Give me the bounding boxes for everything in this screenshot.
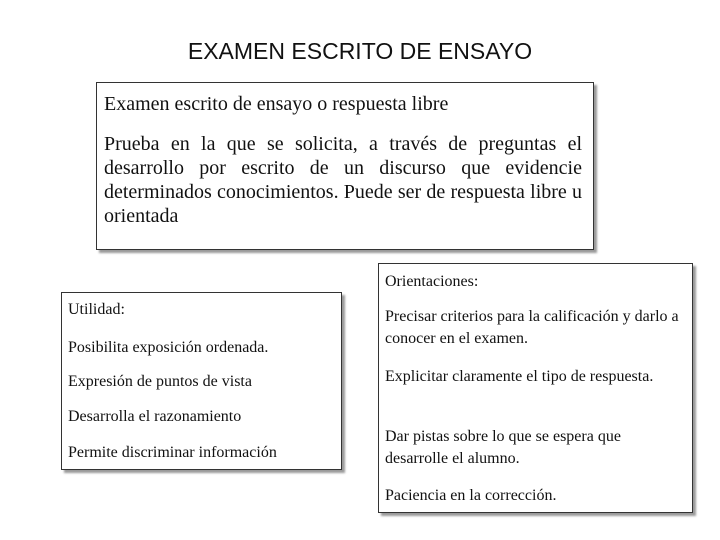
orientation-item: Dar pistas sobre lo que se espera que desarrolle el alumno. bbox=[385, 428, 621, 467]
orientations-box bbox=[378, 263, 693, 513]
orientation-item: Explicitar claramente el tipo de respuesta. bbox=[385, 368, 654, 385]
utility-item: Permite discriminar información bbox=[68, 444, 277, 461]
utility-heading: Utilidad: bbox=[68, 301, 125, 318]
definition-body: Prueba en la que se solicita, a través de preguntas el desarrollo por escrito de un discurso que evidencie determinados conocimientos. Puede ser de respuesta libre u orientada bbox=[104, 133, 582, 227]
orientation-item: Paciencia en la corrección. bbox=[385, 487, 557, 504]
definition-box bbox=[96, 82, 594, 250]
utility-item: Posibilita exposición ordenada. bbox=[68, 339, 269, 356]
orientation-item: Precisar criterios para la calificación y darlo a conocer en el examen. bbox=[385, 308, 679, 347]
utility-box bbox=[61, 292, 342, 470]
utility-item: Expresión de puntos de vista bbox=[68, 373, 252, 390]
slide-title: EXAMEN ESCRITO DE ENSAYO bbox=[187, 38, 533, 64]
definition-heading: Examen escrito de ensayo o respuesta libre bbox=[104, 93, 449, 115]
utility-item: Desarrolla el razonamiento bbox=[68, 408, 242, 425]
orientations-heading: Orientaciones: bbox=[385, 273, 479, 290]
